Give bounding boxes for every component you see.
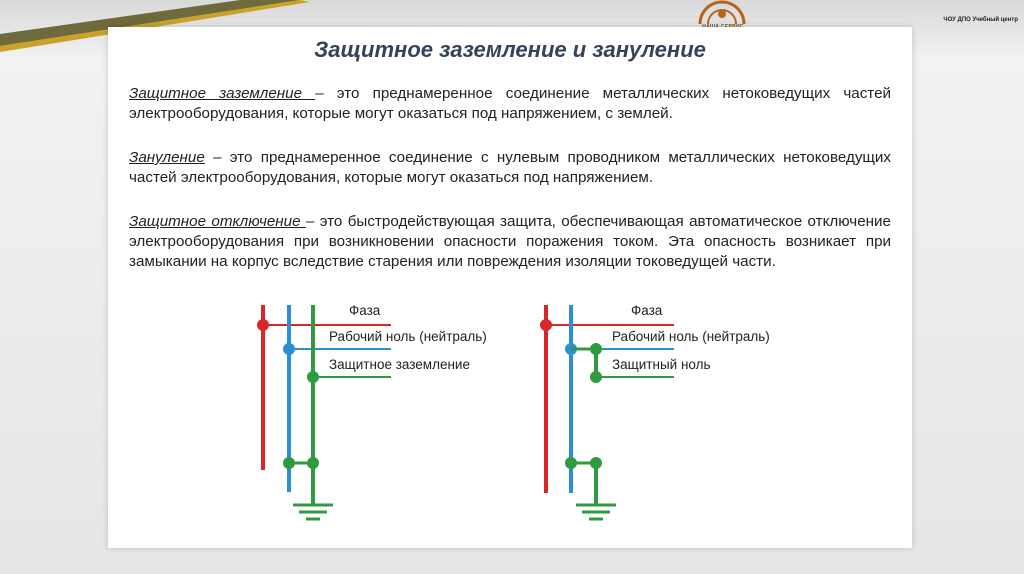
label-protective-left: Защитное заземление bbox=[329, 357, 470, 372]
term-zeroing: Зануление bbox=[129, 149, 205, 166]
neutral-node bbox=[283, 343, 295, 355]
slide-title: Защитное заземление и зануление bbox=[314, 37, 706, 62]
phase-node bbox=[257, 319, 269, 331]
protective-zero-node-top bbox=[590, 343, 602, 355]
bond-node-left bbox=[283, 457, 295, 469]
bond-node-right bbox=[307, 457, 319, 469]
label-phase-left: Фаза bbox=[349, 303, 381, 318]
term-protective-shutdown: Защитное отключение bbox=[129, 213, 306, 230]
brand-name: ЧОУ ДПО Учебный центр bbox=[943, 17, 1018, 23]
protective-node bbox=[590, 371, 602, 383]
label-neutral-right: Рабочий ноль (нейтраль) bbox=[612, 329, 770, 344]
definition-zeroing-text: – это преднамеренное соединение с нулевым проводником металлических нетоковедущих частей электрооборудования, которые могут оказаться под напряжением. bbox=[129, 149, 891, 186]
label-phase-right: Фаза bbox=[631, 303, 663, 318]
definition-protective-shutdown-text: – это быстродействующая защита, обеспечивающая автоматическое отключение электрооборудования при возникновении опасности поражения током. Эта опасность возникает при замыкании на корпус вследствие старения или повреждения изоляции токоведущей части. bbox=[129, 213, 891, 270]
phase-node bbox=[540, 319, 552, 331]
term-grounding: Защитное заземление bbox=[129, 85, 316, 102]
slide bbox=[108, 27, 912, 548]
definition-grounding-text: – это преднамеренное соединение металлических нетоковедущих частей электрооборудования, которые могут оказаться под напряжением, с землей. bbox=[129, 85, 892, 122]
protective-node bbox=[307, 371, 319, 383]
diagrams-svg bbox=[108, 27, 912, 548]
bond-node-left bbox=[565, 457, 577, 469]
label-protective-right: Защитный ноль bbox=[612, 357, 711, 372]
label-neutral-left: Рабочий ноль (нейтраль) bbox=[329, 329, 487, 344]
company-logo bbox=[694, 0, 750, 26]
